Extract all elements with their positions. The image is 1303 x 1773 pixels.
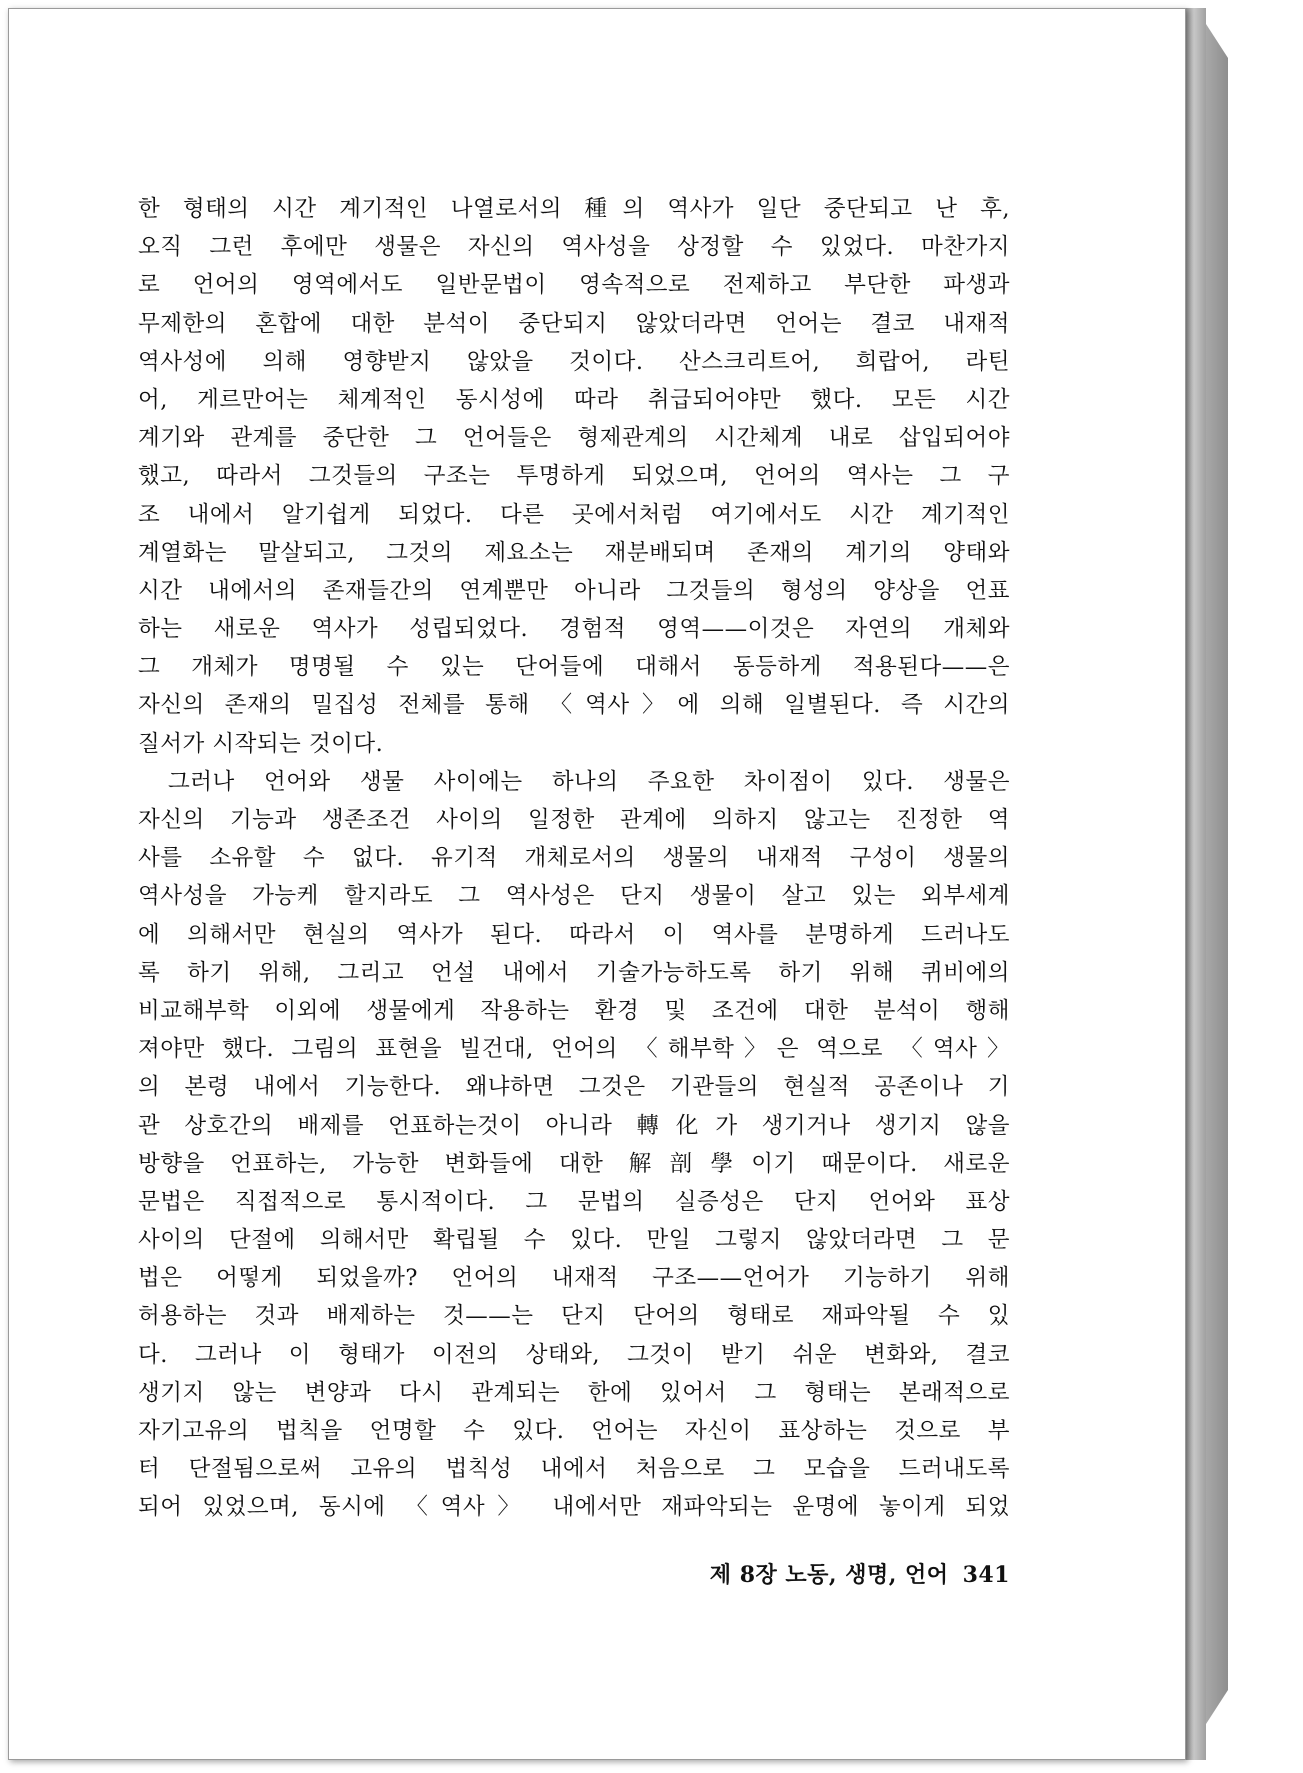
text-line: 했고, 따라서 그것들의 구조는 투명하게 되었으며, 언어의 역사는 그 구 [138,463,1010,490]
text-line: 무제한의 혼합에 대한 분석이 중단되지 않았더라면 언어는 결코 내재적 [138,310,1010,337]
body-text [138,190,1010,1527]
text-line: 터 단절됨으로써 고유의 법칙성 내에서 처음으로 그 모습을 드러내도록 [138,1456,1010,1483]
text-line: 그 개체가 명명될 수 있는 단어들에 대해서 동등하게 적용된다——은 [138,654,1010,681]
text-line: 다. 그러나 이 형태가 이전의 상태와, 그것이 받기 쉬운 변화와, 결코 [138,1341,1010,1368]
text-line: 하는 새로운 역사가 성립되었다. 경험적 영역——이것은 자연의 개체와 [138,616,1010,643]
text-line: 자신의 기능과 생존조건 사이의 일정한 관계에 의하지 않고는 진정한 역 [138,807,1010,833]
text-line: 법은 어떻게 되었을까? 언어의 내재적 구조——언어가 기능하기 위해 [138,1265,1010,1292]
text-line: 한 형태의 시간 계기적인 나열로서의 種의 역사가 일단 중단되고 난 후, [138,196,1010,222]
paragraph-start-line: 그러나 언어와 생물 사이에는 하나의 주요한 차이점이 있다. 생물은 [168,768,1010,795]
text-line: 오직 그런 후에만 생물은 자신의 역사성을 상정할 수 있었다. 마찬가지 [138,234,1010,261]
text-line: 시간 내에서의 존재들간의 연계뿐만 아니라 그것들의 형성의 양상을 언표 [138,577,1010,604]
text-line: 계기와 관계를 중단한 그 언어들은 형제관계의 시간체계 내로 삽입되어야 [138,425,1010,452]
text-line: 질서가 시작되는 것이다. [138,730,384,757]
text-line: 역사성에 의해 영향받지 않았을 것이다. 산스크리트어, 희랍어, 라틴 [138,348,1010,375]
text-line: 되어 있었으며, 동시에 〈역사〉 내에서만 재파악되는 운명에 놓이게 되었 [138,1494,1010,1521]
page-number: 341 [962,1562,1010,1588]
text-line: 조 내에서 알기쉽게 되었다. 다른 곳에서처럼 여기에서도 시간 계기적인 [138,501,1010,528]
book-spine [1206,24,1228,1724]
text-line: 의 본령 내에서 기능한다. 왜냐하면 그것은 기관들의 현실적 공존이나 기 [138,1074,1010,1101]
text-line: 허용하는 것과 배제하는 것——는 단지 단어의 형태로 재파악될 수 있 [138,1303,1010,1330]
text-line: 사를 소유할 수 없다. 유기적 개체로서의 생물의 내재적 구성이 생물의 [138,845,1010,872]
text-line: 록 하기 위해, 그리고 언설 내에서 기술가능하도록 하기 위해 퀴비에의 [138,959,1010,986]
text-line: 져야만 했다. 그림의 표현을 빌건대, 언어의 〈해부학〉은 역으로 〈역사〉 [138,1036,1010,1063]
text-line: 생기지 않는 변양과 다시 관계되는 한에 있어서 그 형태는 본래적으로 [138,1379,1010,1406]
running-head: 제 8장 노동, 생명, 언어 [709,1562,949,1588]
text-line: 비교해부학 이외에 생물에게 작용하는 환경 및 조건에 대한 분석이 행해 [138,997,1010,1024]
text-line: 사이의 단절에 의해서만 확립될 수 있다. 만일 그렇지 않았더라면 그 문 [138,1227,1010,1254]
text-line: 에 의해서만 현실의 역사가 된다. 따라서 이 역사를 분명하게 드러나도 [138,921,1010,948]
page-footer [640,1558,1010,1589]
text-line: 방향을 언표하는, 가능한 변화들에 대한 解剖學이기 때문이다. 새로운 [138,1150,1010,1177]
text-line: 어, 게르만어는 체계적인 동시성에 따라 취급되어야만 했다. 모든 시간 [138,386,1010,413]
text-line: 로 언어의 영역에서도 일반문법이 영속적으로 전제하고 부단한 파생과 [138,272,1010,299]
text-line: 문법은 직접적으로 통시적이다. 그 문법의 실증성은 단지 언어와 표상 [138,1188,1010,1215]
text-line: 자신의 존재의 밀집성 전체를 통해 〈역사〉에 의해 일별된다. 즉 시간의 [138,692,1010,719]
text-line: 계열화는 말살되고, 그것의 제요소는 재분배되며 존재의 계기의 양태와 [138,539,1010,566]
text-line: 역사성을 가능케 할지라도 그 역사성은 단지 생물이 살고 있는 외부세계 [138,883,1010,910]
text-line: 관 상호간의 배제를 언표하는것이 아니라 轉化가 생기거나 생기지 않을 [138,1112,1010,1139]
page-edge [1186,8,1206,1760]
text-line: 자기고유의 법칙을 언명할 수 있다. 언어는 자신이 표상하는 것으로 부 [138,1418,1010,1444]
